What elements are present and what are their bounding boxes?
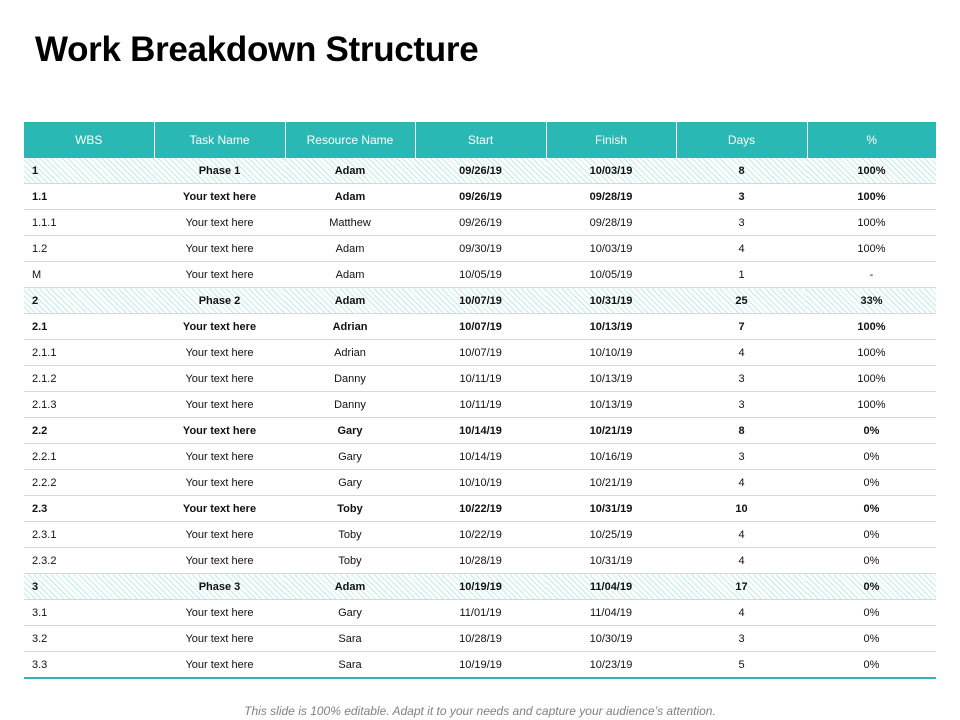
percent-cell: 0%: [807, 626, 936, 652]
percent-cell: 100%: [807, 184, 936, 210]
finish-cell: 11/04/19: [546, 600, 676, 626]
start-cell: 10/05/19: [415, 262, 546, 288]
table-row: [24, 626, 936, 652]
days-cell: 8: [676, 158, 807, 184]
resource-cell: Gary: [285, 418, 415, 444]
percent-cell: 100%: [807, 314, 936, 340]
percent-cell: 0%: [807, 574, 936, 600]
days-cell: 17: [676, 574, 807, 600]
resource-cell: Adam: [285, 184, 415, 210]
days-cell: 1: [676, 262, 807, 288]
table-body: [24, 158, 936, 678]
wbs-cell: 3: [24, 574, 154, 600]
table-row: [24, 210, 936, 236]
table-row: [24, 288, 936, 314]
resource-cell: Toby: [285, 496, 415, 522]
task-cell: Your text here: [154, 600, 285, 626]
task-cell: Your text here: [154, 314, 285, 340]
task-cell: Your text here: [154, 340, 285, 366]
start-cell: 10/22/19: [415, 496, 546, 522]
start-cell: 10/28/19: [415, 548, 546, 574]
wbs-cell: 2.1.3: [24, 392, 154, 418]
days-cell: 10: [676, 496, 807, 522]
resource-cell: Toby: [285, 522, 415, 548]
task-cell: Your text here: [154, 210, 285, 236]
resource-cell: Matthew: [285, 210, 415, 236]
finish-cell: 10/31/19: [546, 548, 676, 574]
task-cell: Your text here: [154, 626, 285, 652]
wbs-cell: 2.3.1: [24, 522, 154, 548]
table-row: [24, 184, 936, 210]
resource-cell: Toby: [285, 548, 415, 574]
finish-cell: 10/13/19: [546, 366, 676, 392]
days-cell: 8: [676, 418, 807, 444]
percent-cell: 0%: [807, 522, 936, 548]
table-row: [24, 236, 936, 262]
column-header-wbs: WBS: [24, 122, 154, 158]
table-row: [24, 574, 936, 600]
start-cell: 10/07/19: [415, 314, 546, 340]
wbs-cell: 3.2: [24, 626, 154, 652]
percent-cell: 0%: [807, 418, 936, 444]
task-cell: Your text here: [154, 652, 285, 679]
start-cell: 11/01/19: [415, 600, 546, 626]
resource-cell: Danny: [285, 392, 415, 418]
resource-cell: Adrian: [285, 314, 415, 340]
task-cell: Your text here: [154, 392, 285, 418]
start-cell: 10/11/19: [415, 392, 546, 418]
wbs-cell: 2.2.2: [24, 470, 154, 496]
percent-cell: 100%: [807, 236, 936, 262]
finish-cell: 10/31/19: [546, 288, 676, 314]
column-header-percent: %: [807, 122, 936, 158]
start-cell: 10/07/19: [415, 288, 546, 314]
task-cell: Your text here: [154, 522, 285, 548]
percent-cell: 0%: [807, 600, 936, 626]
wbs-cell: M: [24, 262, 154, 288]
task-cell: Your text here: [154, 418, 285, 444]
task-cell: Your text here: [154, 366, 285, 392]
table-row: [24, 444, 936, 470]
wbs-cell: 1: [24, 158, 154, 184]
percent-cell: 100%: [807, 340, 936, 366]
resource-cell: Gary: [285, 600, 415, 626]
finish-cell: 11/04/19: [546, 574, 676, 600]
footer-note: This slide is 100% editable. Adapt it to your needs and capture your audience’s attention.: [244, 704, 716, 718]
days-cell: 3: [676, 444, 807, 470]
wbs-cell: 1.1.1: [24, 210, 154, 236]
resource-cell: Adam: [285, 262, 415, 288]
table-row: [24, 340, 936, 366]
start-cell: 10/19/19: [415, 652, 546, 679]
finish-cell: 10/31/19: [546, 496, 676, 522]
table-row: [24, 262, 936, 288]
percent-cell: 100%: [807, 392, 936, 418]
percent-cell: 0%: [807, 652, 936, 679]
table-row: [24, 392, 936, 418]
resource-cell: Adrian: [285, 340, 415, 366]
table-row: [24, 158, 936, 184]
resource-cell: Sara: [285, 652, 415, 679]
resource-cell: Adam: [285, 574, 415, 600]
finish-cell: 10/25/19: [546, 522, 676, 548]
table-row: [24, 366, 936, 392]
wbs-cell: 3.1: [24, 600, 154, 626]
days-cell: 3: [676, 626, 807, 652]
percent-cell: 33%: [807, 288, 936, 314]
wbs-cell: 2.2: [24, 418, 154, 444]
task-cell: Your text here: [154, 236, 285, 262]
column-header-start: Start: [415, 122, 546, 158]
finish-cell: 10/03/19: [546, 236, 676, 262]
task-cell: Your text here: [154, 262, 285, 288]
finish-cell: 10/13/19: [546, 314, 676, 340]
resource-cell: Adam: [285, 236, 415, 262]
days-cell: 4: [676, 522, 807, 548]
resource-cell: Gary: [285, 444, 415, 470]
finish-cell: 10/05/19: [546, 262, 676, 288]
days-cell: 4: [676, 548, 807, 574]
days-cell: 4: [676, 600, 807, 626]
table-row: [24, 314, 936, 340]
finish-cell: 10/16/19: [546, 444, 676, 470]
start-cell: 10/28/19: [415, 626, 546, 652]
days-cell: 7: [676, 314, 807, 340]
task-cell: Phase 1: [154, 158, 285, 184]
task-cell: Phase 2: [154, 288, 285, 314]
start-cell: 10/22/19: [415, 522, 546, 548]
column-header-finish: Finish: [546, 122, 676, 158]
days-cell: 5: [676, 652, 807, 679]
days-cell: 4: [676, 340, 807, 366]
page-title: Work Breakdown Structure: [35, 30, 479, 69]
table-row: [24, 522, 936, 548]
percent-cell: 100%: [807, 210, 936, 236]
start-cell: 09/26/19: [415, 210, 546, 236]
wbs-table: [24, 122, 936, 679]
start-cell: 09/30/19: [415, 236, 546, 262]
table-row: [24, 496, 936, 522]
days-cell: 3: [676, 184, 807, 210]
percent-cell: 0%: [807, 444, 936, 470]
days-cell: 4: [676, 236, 807, 262]
wbs-cell: 2: [24, 288, 154, 314]
percent-cell: -: [807, 262, 936, 288]
finish-cell: 09/28/19: [546, 210, 676, 236]
wbs-cell: 2.1: [24, 314, 154, 340]
wbs-cell: 2.1.1: [24, 340, 154, 366]
finish-cell: 10/23/19: [546, 652, 676, 679]
start-cell: 09/26/19: [415, 184, 546, 210]
task-cell: Your text here: [154, 496, 285, 522]
task-cell: Your text here: [154, 444, 285, 470]
task-cell: Your text here: [154, 548, 285, 574]
table-header-row: [24, 122, 936, 158]
percent-cell: 0%: [807, 470, 936, 496]
days-cell: 4: [676, 470, 807, 496]
days-cell: 25: [676, 288, 807, 314]
percent-cell: 0%: [807, 548, 936, 574]
start-cell: 10/07/19: [415, 340, 546, 366]
table-row: [24, 470, 936, 496]
days-cell: 3: [676, 366, 807, 392]
wbs-cell: 3.3: [24, 652, 154, 679]
wbs-cell: 1.1: [24, 184, 154, 210]
wbs-cell: 2.2.1: [24, 444, 154, 470]
column-header-resource-name: Resource Name: [285, 122, 415, 158]
finish-cell: 10/03/19: [546, 158, 676, 184]
start-cell: 10/19/19: [415, 574, 546, 600]
percent-cell: 0%: [807, 496, 936, 522]
wbs-cell: 2.3: [24, 496, 154, 522]
start-cell: 10/14/19: [415, 418, 546, 444]
finish-cell: 09/28/19: [546, 184, 676, 210]
start-cell: 10/14/19: [415, 444, 546, 470]
start-cell: 10/10/19: [415, 470, 546, 496]
resource-cell: Gary: [285, 470, 415, 496]
finish-cell: 10/30/19: [546, 626, 676, 652]
wbs-cell: 1.2: [24, 236, 154, 262]
finish-cell: 10/21/19: [546, 470, 676, 496]
start-cell: 09/26/19: [415, 158, 546, 184]
percent-cell: 100%: [807, 158, 936, 184]
days-cell: 3: [676, 210, 807, 236]
finish-cell: 10/13/19: [546, 392, 676, 418]
table-row: [24, 652, 936, 679]
task-cell: Your text here: [154, 470, 285, 496]
resource-cell: Danny: [285, 366, 415, 392]
finish-cell: 10/21/19: [546, 418, 676, 444]
finish-cell: 10/10/19: [546, 340, 676, 366]
wbs-cell: 2.1.2: [24, 366, 154, 392]
table-row: [24, 600, 936, 626]
percent-cell: 100%: [807, 366, 936, 392]
resource-cell: Sara: [285, 626, 415, 652]
task-cell: Your text here: [154, 184, 285, 210]
resource-cell: Adam: [285, 158, 415, 184]
task-cell: Phase 3: [154, 574, 285, 600]
wbs-cell: 2.3.2: [24, 548, 154, 574]
days-cell: 3: [676, 392, 807, 418]
table-row: [24, 548, 936, 574]
column-header-task-name: Task Name: [154, 122, 285, 158]
start-cell: 10/11/19: [415, 366, 546, 392]
column-header-days: Days: [676, 122, 807, 158]
table-row: [24, 418, 936, 444]
resource-cell: Adam: [285, 288, 415, 314]
